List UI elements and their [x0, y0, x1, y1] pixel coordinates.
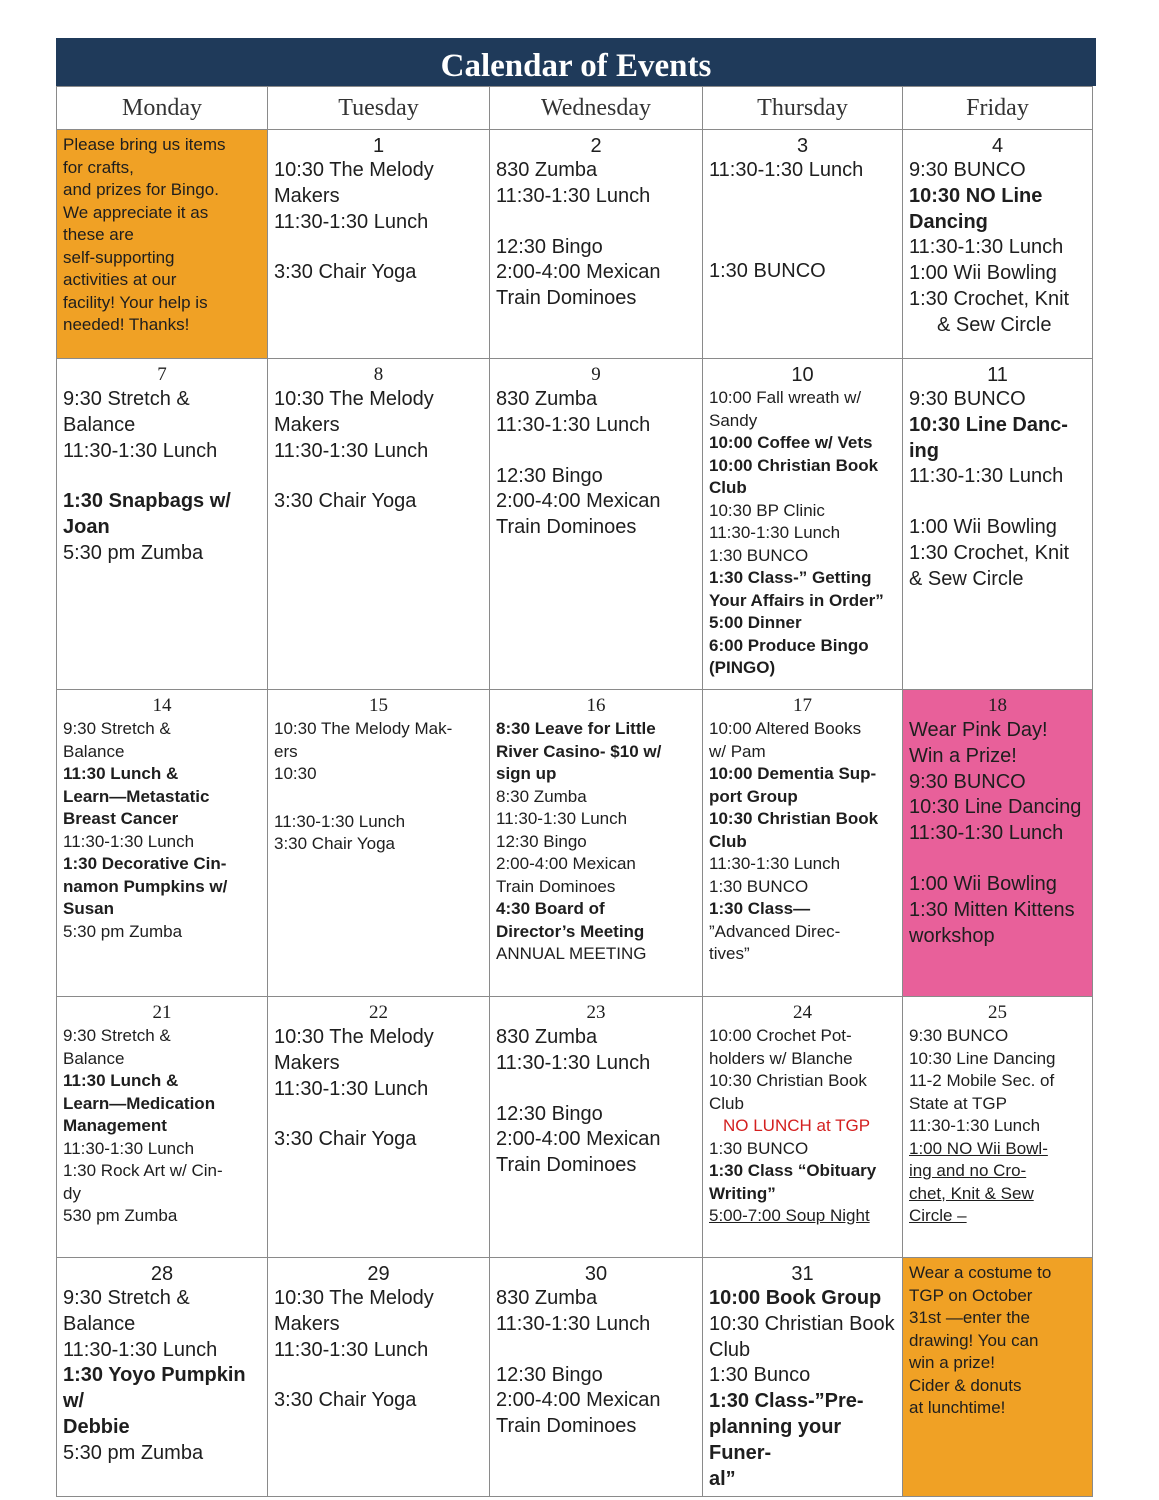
day-number: 18 — [988, 695, 1007, 716]
event-line: 11:30-1:30 Lunch — [274, 811, 406, 831]
event-line: chet, Knit & Sew — [909, 1183, 1034, 1203]
event-line: at lunchtime! — [909, 1398, 1006, 1417]
event-line: 11:30-1:30 Lunch — [496, 809, 628, 828]
event-line: ing and no Cro- — [909, 1161, 1027, 1180]
event-line: 1:30 BUNCO — [709, 1138, 809, 1158]
day-cell-fri — [903, 130, 1093, 359]
day-number: 25 — [988, 1002, 1007, 1023]
event-line: 1:30 Crochet, Knit — [909, 541, 1070, 564]
event-line: ing — [909, 439, 939, 462]
event-line: ”Advanced Direc- — [709, 921, 841, 941]
day-cell-wed — [490, 130, 703, 359]
event-line: 1:00 Wii Bowling — [909, 262, 1057, 285]
event-line: State at TGP — [909, 1093, 1007, 1113]
event-line: 2:00-4:00 Mexican — [496, 1128, 661, 1151]
event-line: 2:00-4:00 Mexican — [496, 854, 636, 873]
event-line: 2:00-4:00 Mexican — [496, 490, 661, 513]
event-line: 1:30 BUNCO — [709, 876, 809, 896]
day-number: 24 — [793, 1002, 812, 1023]
event-line: 9:30 BUNCO — [909, 770, 1026, 793]
event-line: 10:30 Christian Book — [709, 809, 879, 828]
event-line: 10:30 Christian Book — [709, 1071, 867, 1090]
day-number: 29 — [367, 1263, 390, 1285]
event-line: 10:30 Line Dancing — [909, 796, 1082, 819]
event-line: 11:30-1:30 Lunch — [63, 1338, 218, 1361]
event-line: sign up — [496, 764, 557, 783]
event-line — [709, 184, 896, 209]
event-line: Makers — [274, 1051, 340, 1074]
event-line: Train Dominoes — [496, 516, 637, 539]
event-line: Debbie — [63, 1415, 130, 1438]
event-line: 1:30 Decorative Cin- — [63, 854, 227, 873]
day-cell-fri — [903, 997, 1093, 1258]
event-line — [909, 847, 1086, 872]
event-line: 10:30 Christian Book — [709, 1312, 895, 1335]
event-line: 11:30-1:30 Lunch — [909, 465, 1064, 488]
event-line: 2:00-4:00 Mexican — [496, 1389, 661, 1412]
event-line: planning your Funer- — [709, 1415, 842, 1464]
event-line: Train Dominoes — [496, 1415, 637, 1438]
event-line: 10:30 NO Line — [909, 184, 1043, 207]
event-line: 1:00 Wii Bowling — [909, 872, 1057, 895]
event-line: Train Dominoes — [496, 1154, 637, 1177]
day-number: 16 — [586, 695, 606, 716]
day-number: 8 — [373, 364, 384, 385]
event-line: 9:30 Stretch & — [63, 1287, 190, 1309]
event-line: 5:30 pm Zumba — [63, 921, 183, 941]
event-line: 3:30 Chair Yoga — [274, 261, 417, 284]
event-line: 9:30 Stretch & — [63, 719, 171, 738]
calendar-title: Calendar of Events — [56, 38, 1096, 86]
day-cell-tue — [268, 130, 490, 359]
day-cell-mon — [57, 997, 268, 1258]
event-line: Your Affairs in Order” — [709, 590, 884, 610]
event-line: 1:00 Wii Bowling — [909, 516, 1057, 539]
event-line: 6:00 Produce Bingo — [709, 635, 869, 655]
event-line: 12:30 Bingo — [496, 235, 603, 258]
event-line — [63, 464, 261, 489]
event-line: 3:30 Chair Yoga — [274, 834, 395, 853]
event-line: ers — [274, 741, 298, 761]
event-line: 10:00 Book Group — [709, 1287, 882, 1309]
event-line: Sandy — [709, 410, 758, 430]
event-line: Club — [709, 1093, 744, 1113]
day-cell-thu — [703, 130, 903, 359]
event-line: self-supporting — [63, 247, 175, 267]
event-line: 3:30 Chair Yoga — [274, 1389, 417, 1412]
event-line: 12:30 Bingo — [496, 831, 587, 851]
event-line: 530 pm Zumba — [63, 1206, 178, 1225]
event-line: 5:00 Dinner — [709, 613, 802, 632]
event-line: Makers — [274, 1312, 340, 1335]
day-cell-fri — [903, 359, 1093, 690]
event-line: Learn—Medication — [63, 1093, 216, 1113]
event-line: 11:30-1:30 Lunch — [496, 184, 651, 207]
event-line — [274, 1363, 483, 1388]
event-line: We appreciate it as — [63, 202, 209, 222]
event-line: 5:00-7:00 Soup Night — [709, 1206, 870, 1225]
event-line: 10:30 — [274, 764, 317, 783]
event-line: Club — [709, 831, 747, 851]
event-line: ANNUAL MEETING — [496, 944, 647, 963]
event-line: 11:30-1:30 Lunch — [63, 831, 195, 851]
day-cell-tue — [268, 1258, 490, 1497]
event-line: port Group — [709, 786, 798, 806]
day-number: 7 — [157, 364, 167, 385]
day-cell-wed — [490, 1258, 703, 1497]
event-line: Learn—Metastatic — [63, 786, 210, 806]
event-line: 10:00 Fall wreath w/ — [709, 388, 862, 407]
day-number: 21 — [152, 1002, 172, 1023]
event-line: 1:30 Bunco — [709, 1364, 811, 1387]
event-line — [496, 210, 696, 235]
day-cell-tue — [268, 359, 490, 690]
event-line: 1:00 NO Wii Bowl- — [909, 1138, 1048, 1158]
weekday-header-row — [57, 87, 1093, 130]
day-number: 31 — [791, 1263, 814, 1285]
day-number: 28 — [150, 1263, 174, 1285]
event-line: Joan — [63, 516, 110, 539]
event-line: 11:30-1:30 Lunch — [909, 1116, 1041, 1135]
event-line — [496, 439, 696, 464]
weekday-monday: Monday — [57, 87, 268, 130]
event-line: 3:30 Chair Yoga — [274, 490, 417, 513]
event-line: Please bring us items — [63, 135, 226, 154]
weekday-tuesday: Tuesday — [268, 87, 490, 130]
event-line: Dancing — [909, 210, 988, 233]
event-line: 8:30 Leave for Little — [496, 719, 656, 738]
event-line: 10:30 Line Danc- — [909, 413, 1068, 436]
event-line: Makers — [274, 184, 340, 207]
day-cell-mon — [57, 359, 268, 690]
event-line: 9:30 Stretch & — [63, 388, 190, 410]
event-line: 10:00 Christian Book — [709, 455, 879, 475]
day-number: 11 — [987, 364, 1008, 386]
event-line: 10:30 BP Clinic — [709, 500, 825, 520]
event-line — [709, 234, 896, 259]
event-line: drawing! You can — [909, 1330, 1039, 1350]
day-cell-thu — [703, 690, 903, 997]
event-line: Balance — [63, 413, 136, 436]
event-line: NO LUNCH at TGP — [723, 1116, 871, 1135]
event-line: 11:30 Lunch & — [63, 1071, 179, 1090]
event-line: 1:30 Snapbags w/ — [63, 490, 231, 513]
event-line: 12:30 Bingo — [496, 1363, 603, 1386]
event-line: 9:30 Stretch & — [63, 1026, 171, 1045]
event-line: Train Dominoes — [496, 876, 616, 896]
event-line: Writing” — [709, 1183, 776, 1203]
event-line: 1:30 Class “Obituary — [709, 1161, 877, 1180]
event-line: 1:30 Class— — [709, 899, 811, 918]
event-line: Balance — [63, 741, 125, 761]
event-line: (PINGO) — [709, 658, 776, 677]
week-row — [57, 690, 1093, 997]
event-line: 10:30 The Melody — [274, 388, 434, 410]
event-line: Director’s Meeting — [496, 921, 645, 941]
event-line: holders w/ Blanche — [709, 1048, 853, 1068]
event-line: 10:30 Line Dancing — [909, 1048, 1056, 1068]
day-number: 1 — [372, 135, 385, 157]
event-line: Susan — [63, 899, 115, 918]
event-line: Cider & donuts — [909, 1375, 1022, 1395]
event-line — [496, 1338, 696, 1363]
event-line — [274, 786, 483, 811]
event-line: 11:30-1:30 Lunch — [709, 854, 841, 873]
week-row — [57, 1258, 1093, 1497]
event-line: 2:00-4:00 Mexican — [496, 261, 661, 284]
day-cell-thu — [703, 359, 903, 690]
event-line: win a prize! — [909, 1353, 995, 1372]
event-line: 10:30 The Melody — [274, 1026, 434, 1048]
event-line: 5:30 pm Zumba — [63, 541, 204, 564]
day-number: 14 — [152, 695, 172, 716]
event-line: Club — [709, 478, 747, 497]
event-line: 11:30-1:30 Lunch — [709, 523, 841, 542]
event-line: 10:00 Crochet Pot- — [709, 1026, 852, 1045]
event-line: 830 Zumba — [496, 1026, 598, 1048]
day-cell-thu — [703, 997, 903, 1258]
event-line: 11:30-1:30 Lunch — [274, 210, 429, 233]
day-cell-fri — [903, 1258, 1093, 1497]
event-line — [274, 1102, 483, 1127]
event-line: 10:30 The Melody — [274, 159, 434, 181]
week-row — [57, 130, 1093, 359]
event-line: 11:30-1:30 Lunch — [709, 159, 864, 181]
day-cell-fri — [903, 690, 1093, 997]
event-line: 31st —enter the — [909, 1308, 1030, 1327]
day-cell-tue — [268, 997, 490, 1258]
day-number: 10 — [791, 364, 814, 386]
day-cell-mon — [57, 130, 268, 359]
event-line: these are — [63, 225, 134, 244]
event-line: w/ Pam — [709, 741, 766, 761]
event-line — [274, 235, 483, 260]
event-line: Circle – — [909, 1206, 967, 1225]
week-row — [57, 997, 1093, 1258]
event-line: 11:30-1:30 Lunch — [63, 439, 218, 462]
event-line: 11:30-1:30 Lunch — [496, 413, 651, 436]
event-line — [274, 464, 483, 489]
event-line: dy — [63, 1183, 81, 1203]
event-line: Breast Cancer — [63, 809, 179, 828]
event-line: River Casino- $10 w/ — [496, 741, 662, 761]
event-line — [496, 1077, 696, 1102]
event-line: 10:00 Altered Books — [709, 719, 862, 738]
event-line: workshop — [909, 924, 995, 947]
event-line: 1:30 BUNCO — [709, 259, 826, 282]
event-line: 10:30 The Melody Mak- — [274, 719, 453, 738]
event-line: 1:30 BUNCO — [709, 545, 809, 565]
event-line: needed! Thanks! — [63, 315, 190, 334]
event-line: 830 Zumba — [496, 1287, 598, 1309]
weekday-friday: Friday — [903, 87, 1093, 130]
event-line: 11:30-1:30 Lunch — [63, 1138, 195, 1158]
event-line — [909, 490, 1086, 515]
event-line: Wear a costume to — [909, 1263, 1052, 1282]
event-line: Club — [709, 1338, 751, 1361]
day-number: 22 — [369, 1002, 388, 1023]
event-line: 1:30 Crochet, Knit — [909, 287, 1070, 310]
event-line: 1:30 Yoyo Pumpkin w/ — [63, 1364, 246, 1413]
event-line: 11:30-1:30 Lunch — [274, 1077, 429, 1100]
event-line: 11:30-1:30 Lunch — [496, 1051, 651, 1074]
event-line: 9:30 BUNCO — [909, 388, 1026, 410]
day-number: 17 — [793, 695, 812, 716]
day-cell-wed — [490, 690, 703, 997]
event-line: 9:30 BUNCO — [909, 159, 1026, 181]
event-line: tives” — [709, 944, 750, 963]
event-line: 10:00 Dementia Sup- — [709, 764, 877, 783]
day-number: 4 — [991, 135, 1004, 157]
event-line: 1:30 Rock Art w/ Cin- — [63, 1161, 223, 1180]
week-row — [57, 359, 1093, 690]
event-line: and prizes for Bingo. — [63, 180, 219, 199]
event-line: Makers — [274, 413, 340, 436]
event-line: 1:30 Class-” Getting — [709, 568, 872, 587]
day-cell-thu — [703, 1258, 903, 1497]
event-line: 11:30-1:30 Lunch — [909, 822, 1064, 845]
event-line: & Sew Circle — [909, 567, 1024, 590]
weekday-wednesday: Wednesday — [490, 87, 703, 130]
day-number: 15 — [369, 695, 388, 716]
day-cell-wed — [490, 359, 703, 690]
event-line: 12:30 Bingo — [496, 1102, 603, 1125]
event-line: 830 Zumba — [496, 388, 598, 410]
event-line: 4:30 Board of — [496, 899, 605, 918]
day-number: 3 — [796, 135, 809, 157]
event-line: namon Pumpkins w/ — [63, 876, 228, 896]
event-line: 11:30 Lunch & — [63, 764, 179, 783]
event-line: Win a Prize! — [909, 744, 1017, 767]
event-line: 5:30 pm Zumba — [63, 1441, 204, 1464]
event-line: 11:30-1:30 Lunch — [274, 1338, 429, 1361]
event-line: Train Dominoes — [496, 287, 637, 310]
event-line: 1:30 Mitten Kittens — [909, 898, 1075, 921]
day-cell-tue — [268, 690, 490, 997]
day-number: 9 — [591, 364, 601, 385]
event-line: 11:30-1:30 Lunch — [274, 439, 429, 462]
event-line: 8:30 Zumba — [496, 786, 587, 806]
calendar-grid — [56, 86, 1093, 1497]
event-line: 11:30-1:30 Lunch — [496, 1312, 651, 1335]
weekday-thursday: Thursday — [703, 87, 903, 130]
event-line: & Sew Circle — [937, 313, 1052, 336]
event-line: 12:30 Bingo — [496, 464, 603, 487]
event-line: Balance — [63, 1312, 136, 1335]
event-line: Management — [63, 1116, 167, 1135]
day-number: 23 — [586, 1002, 606, 1023]
event-line — [709, 209, 896, 234]
day-cell-mon — [57, 1258, 268, 1497]
day-cell-mon — [57, 690, 268, 997]
event-line: 10:30 The Melody — [274, 1287, 434, 1309]
day-number: 2 — [590, 135, 602, 157]
event-line: Balance — [63, 1048, 125, 1068]
event-line: 1:30 Class-”Pre- — [709, 1390, 864, 1413]
event-line: 3:30 Chair Yoga — [274, 1128, 417, 1151]
event-line: 11:30-1:30 Lunch — [909, 236, 1064, 259]
event-line: 10:00 Coffee w/ Vets — [709, 433, 873, 452]
day-number: 30 — [584, 1263, 608, 1285]
event-line: al” — [709, 1467, 736, 1490]
event-line: Wear Pink Day! — [909, 719, 1048, 741]
day-cell-wed — [490, 997, 703, 1258]
event-line: 830 Zumba — [496, 159, 598, 181]
event-line: for crafts, — [63, 157, 134, 177]
event-line: 11-2 Mobile Sec. of — [909, 1071, 1055, 1090]
event-line: 9:30 BUNCO — [909, 1026, 1009, 1045]
event-line: activities at our — [63, 270, 177, 289]
event-line: facility! Your help is — [63, 292, 208, 312]
event-line: TGP on October — [909, 1285, 1033, 1305]
